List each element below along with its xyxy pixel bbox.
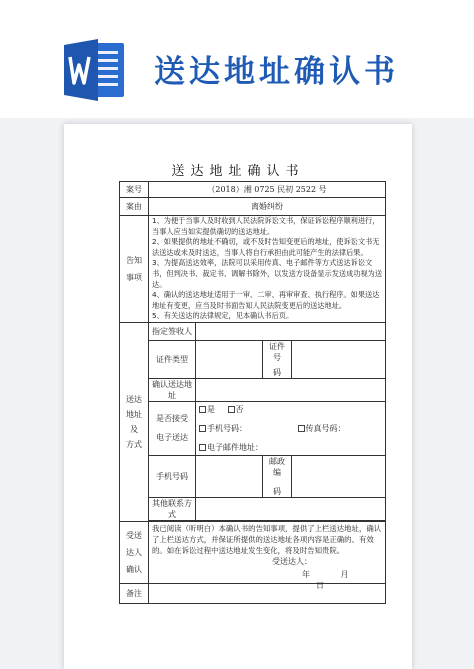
yes-checkbox[interactable] (199, 406, 206, 413)
notice-item: 4、确认的送达地址适用于一审、二审、再审审查、执行程序。如果送达地址有变更，应当及时书面告知人民法院变更后的送达地址。 (152, 290, 380, 310)
case-reason-value: 离婚纠纷 (149, 198, 386, 216)
case-number-label: 案号 (120, 182, 149, 198)
confirmation-form-table (119, 181, 386, 604)
document-title: 送达地址确认书 (171, 164, 305, 179)
id-row (120, 340, 386, 378)
notice-item: 1、为便于当事人及时收到人民法院诉讼文书，保证诉讼程序顺利进行，当事人应当如实提供确切的送达地址。 (152, 216, 380, 236)
electronic-row (120, 401, 386, 455)
case-number-value: （2018）湘 0725 民初 2522 号 (149, 182, 386, 198)
remark-label: 备注 (120, 583, 149, 603)
notice-label: 告知 事项 (120, 216, 149, 323)
electronic-options: 是 否 手机号码： 传真号码： 电子邮件地址： (196, 401, 386, 455)
id-number-field[interactable] (292, 340, 386, 378)
address-field[interactable] (196, 378, 386, 401)
delivery-method-label: 送达 地址 及 方式 (120, 322, 149, 521)
phone-row (120, 455, 386, 497)
confirm-text-cell (149, 521, 386, 591)
postcode-label: 邮政编 码 (263, 455, 292, 497)
no-checkbox[interactable] (228, 406, 235, 413)
notice-item: 2、如果提供的地址不确切，或不及时告知变更后的地址，使诉讼文书无法送达或未及时送达，当事人将自行承担由此可能产生的法律后果。 (152, 237, 380, 257)
phone-field[interactable] (196, 455, 263, 497)
word-icon (64, 35, 128, 105)
header-banner (0, 0, 474, 118)
phone-label: 手机号码 (149, 455, 196, 497)
recipient-row (120, 322, 386, 340)
confirm-row (120, 521, 386, 583)
notice-item: 3、为提高送达效率，法院可以采用传真、电子邮件等方式送达诉讼文书，但判决书、裁定书、调解书除外，以发送方设备显示发送成功视为送达。 (152, 258, 383, 289)
notice-row (120, 216, 386, 323)
address-label: 确认送达地址 (149, 378, 196, 401)
id-type-field[interactable] (196, 340, 263, 378)
recipient-label: 指定签收人 (149, 322, 196, 340)
signature-date: 年 月 日 (302, 570, 349, 591)
address-row (120, 378, 386, 401)
case-reason-label: 案由 (120, 198, 149, 216)
other-contact-row (120, 497, 386, 520)
signature-label: 受送达人： (272, 557, 312, 567)
postcode-field[interactable] (292, 455, 386, 497)
other-contact-field[interactable] (196, 497, 386, 520)
confirm-label: 受送 达人 确认 (120, 521, 149, 583)
electronic-label: 是否接受 电子送达 (149, 401, 196, 455)
case-number-row (120, 182, 386, 198)
id-type-label: 证件类型 (149, 340, 196, 378)
confirm-statement: 我已阅读（听明白）本确认书的告知事项，提供了上栏送达地址，确认了上栏送达方式，并保证所提供的送达地址各项内容是正确的、有效的。如在诉讼过程中送达地址发生变化，将及时告知贵院。 (152, 524, 382, 556)
other-contact-label: 其他联系方式 (149, 497, 196, 520)
notice-text (149, 216, 386, 323)
fax-checkbox[interactable] (298, 425, 305, 432)
banner-title: 送达地址确认书 (154, 54, 399, 90)
notice-item: 5、有关送达的法律规定，见本确认书后页。 (152, 311, 294, 321)
id-number-label: 证件号 码 (263, 340, 292, 378)
mobile-checkbox[interactable] (199, 425, 206, 432)
recipient-field[interactable] (196, 322, 386, 340)
case-reason-row (120, 198, 386, 216)
email-checkbox[interactable] (199, 444, 206, 451)
